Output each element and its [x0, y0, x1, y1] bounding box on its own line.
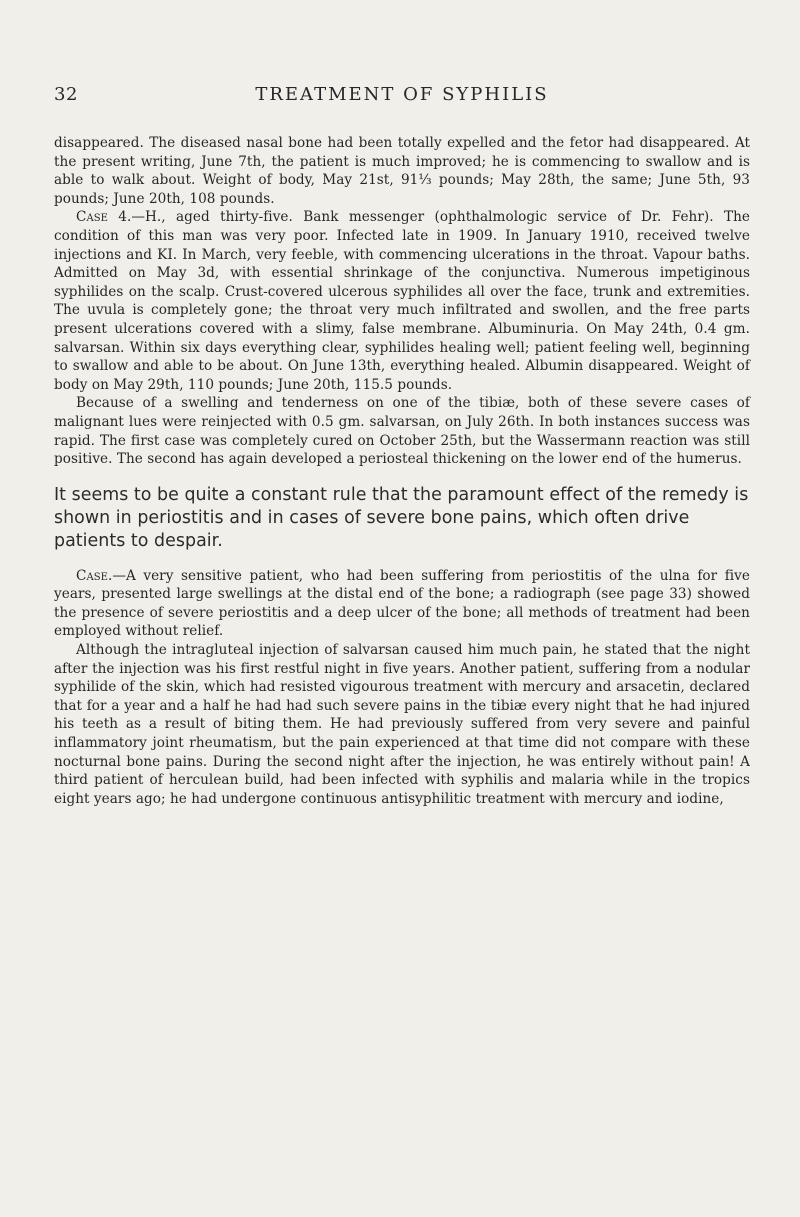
page-number: 32 [54, 84, 78, 105]
running-head: TREATMENT OF SYPHILIS [255, 84, 549, 105]
case-label: Case 4. [76, 209, 132, 226]
paragraph-case-4 [54, 208, 750, 394]
paragraph-reinjection [54, 394, 750, 468]
book-page [54, 84, 750, 808]
paragraph-bone-pains [54, 641, 750, 808]
paragraph-text: —A very sensitive patient, who had been suffering from periostitis of the ulna for five years, presented large swellings at the distal end of the bone; a radiograph (see page 33) showed the presence of severe periostitis and a deep ulcer of the bone; all methods of treatment had been employed without relief. [54, 567, 750, 640]
case-label: Case. [76, 567, 113, 584]
paragraph-text: —H., aged thirty-five. Bank messenger (ophthalmologic service of Dr. Fehr). The condition of this man was very poor. Infected late in 1909. In January 1910, received twelve injections and KI. In March, very feeble, with commencing ulcerations in the throat. Vapour baths. Admitted on May 3d, with essential shrinkage of the conjunctiva. Numerous impetiginous syphilides on the scalp. Crust-covered ulcerous syphilides all over the face, trunk and extremities. The uvula is completely gone; the throat very much infiltrated and swollen, and the free parts present ulcerations covered with a slimy, false membrane. Albuminuria. On May 24th, 0.4 gm. salvarsan. Within six days everything clear, syphilides healing well; patient feeling well, beginning to swallow and able to be about. On June 13th, everything healed. Albumin disappeared. Weight of body on May 29th, 110 pounds; June 20th, 115.5 pounds. [54, 209, 750, 393]
paragraph-continuation [54, 134, 750, 208]
page-header [54, 84, 750, 108]
body-text [54, 134, 750, 808]
paragraph-text: disappeared. The diseased nasal bone had been totally expelled and the fetor had disappeared. At the present writing, June 7th, the patient is much improved; he is commencing to swallow and is able to walk about. Weight of body, May 21st, 91⅓ pounds; May 28th, the same; June 5th, 93 pounds; June 20th, 108 pounds. [54, 135, 750, 207]
lead-text: It seems to be quite a constant rule that the paramount effect of the remedy is shown in periostitis and in cases of severe bone pains, which often drive patients to despair. [54, 484, 749, 551]
lead-statement [54, 484, 750, 553]
paragraph-text: Because of a swelling and tenderness on one of the tibiæ, both of these severe cases of malignant lues were reinjected with 0.5 gm. salvarsan, on July 26th. In both instances success was rapid. The first case was completely cured on October 25th, but the Wassermann reaction was still positive. The second has again developed a periosteal thickening on the lower end of the humerus. [54, 395, 750, 468]
paragraph-case-periostitis [54, 567, 750, 641]
paragraph-text: Although the intragluteal injection of salvarsan caused him much pain, he stated that the night after the injection was his first restful night in five years. Another patient, suffering from a nodular syphilide of the skin, which had resisted vigourous treatment with mercury and arsacetin, declared that for a year and a half he had had such severe pains in the tibiæ every night that he had injured his teeth as a result of biting them. He had previously suffered from very severe and painful inflammatory joint rheumatism, but the pain experienced at that time did not compare with these nocturnal bone pains. During the second night after the injection, he was entirely without pain! A third patient of herculean build, had been infected with syphilis and malaria while in the tropics eight years ago; he had undergone continuous antisyphilitic treatment with mercury and iodine, [54, 642, 750, 807]
